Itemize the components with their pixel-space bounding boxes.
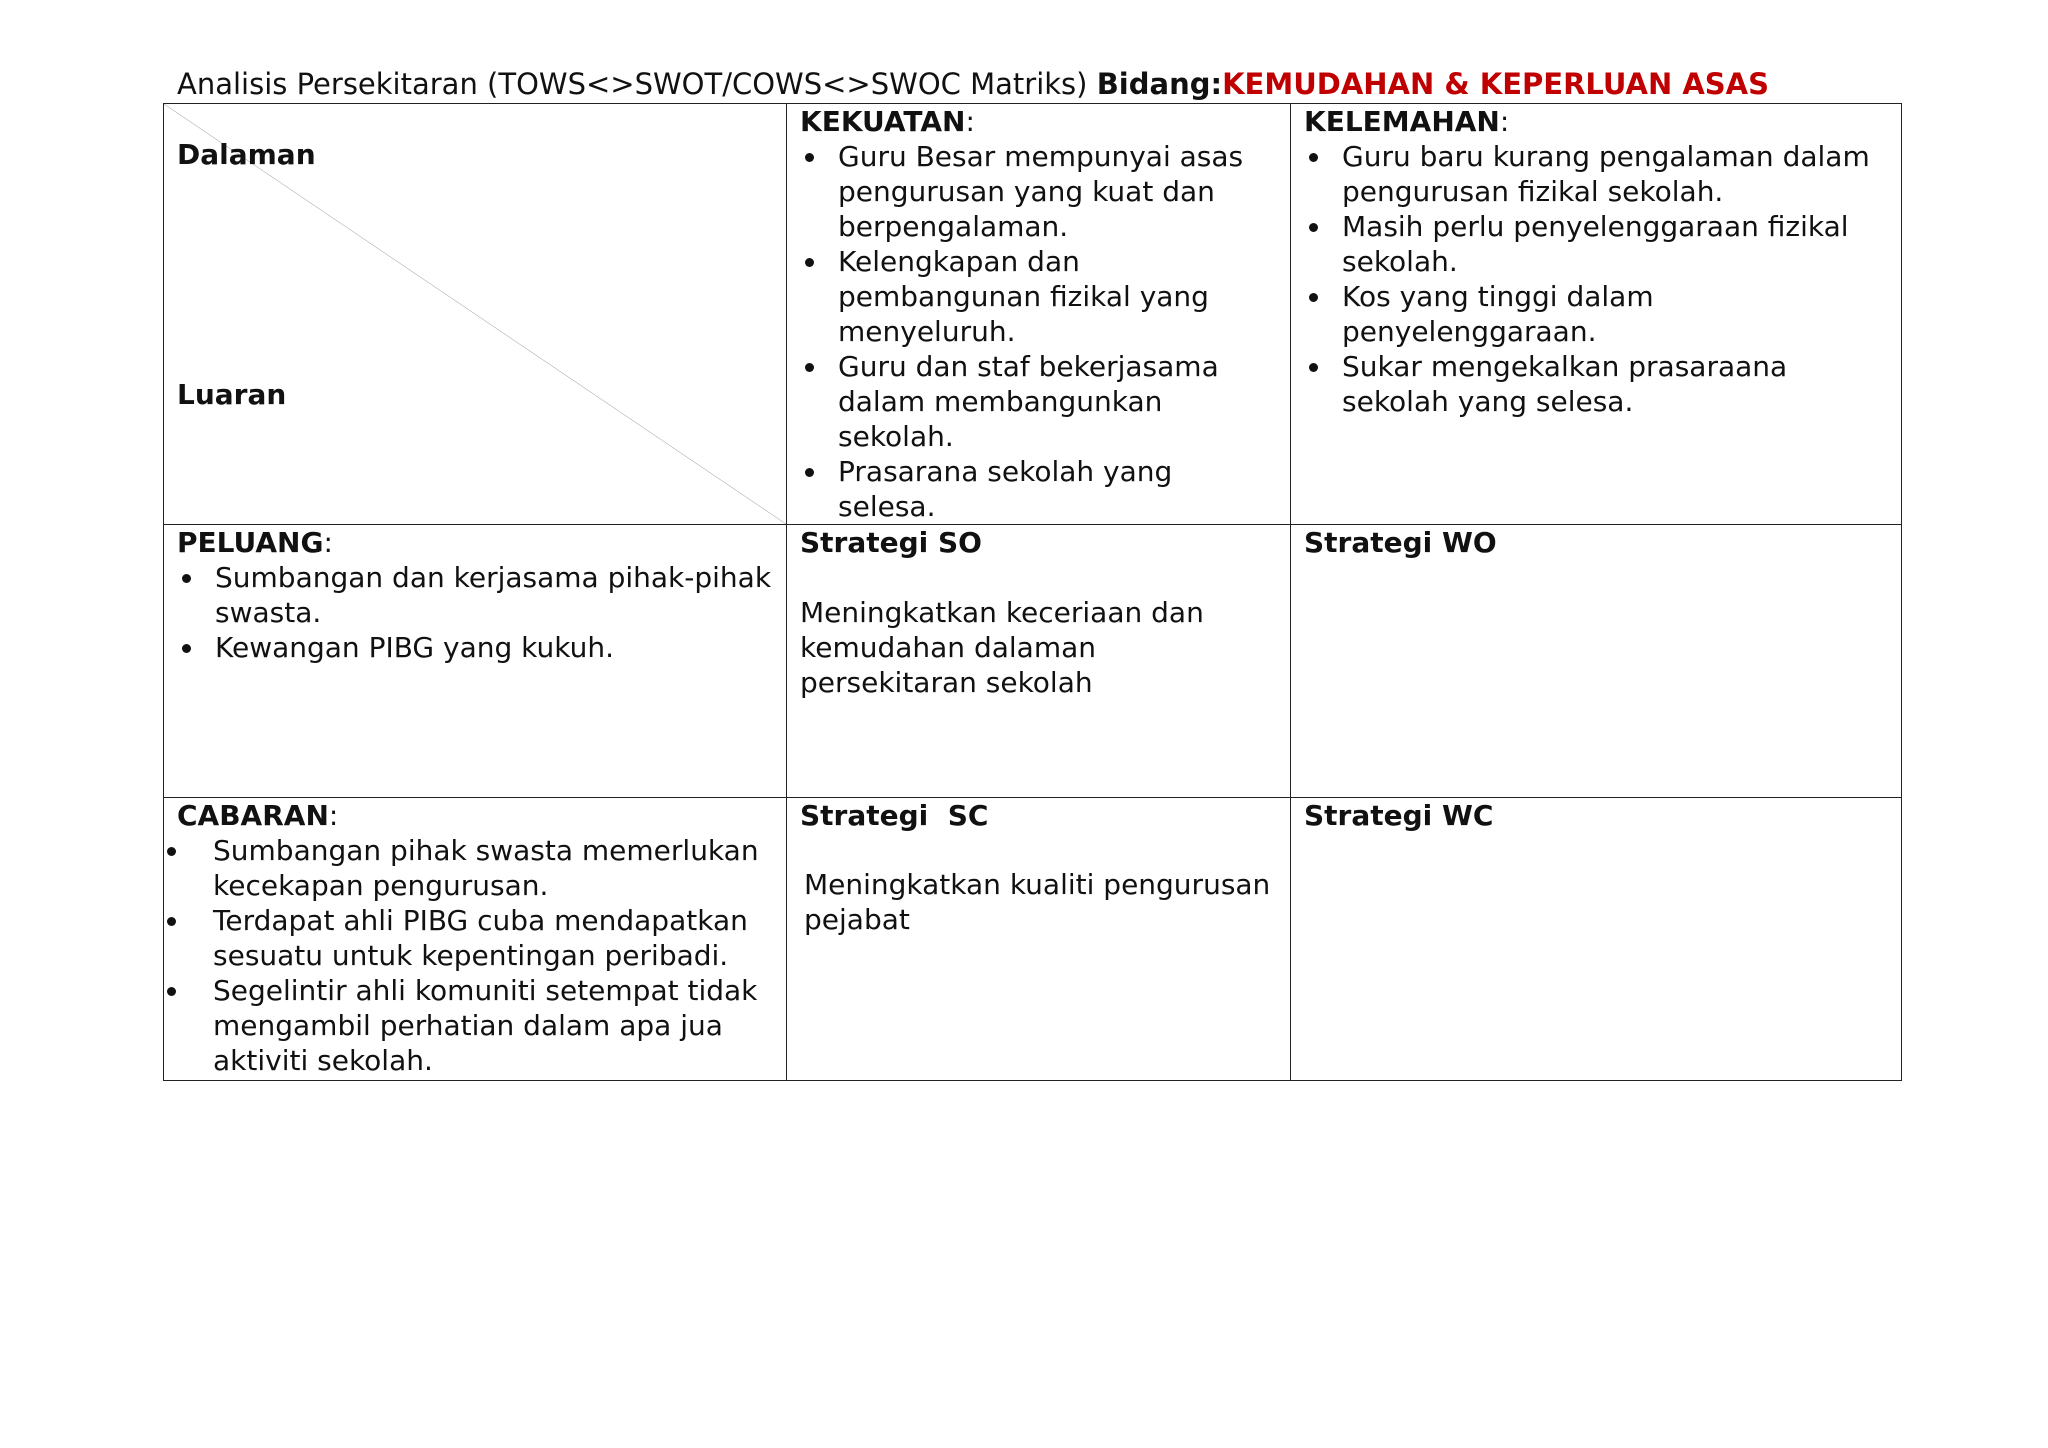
list-item: Sukar mengekalkan prasaraana sekolah yang selesa. [1304, 349, 1889, 419]
strategi-wo-cell [1291, 525, 1902, 798]
list-item: Segelintir ahli komuniti setempat tidak mengambil perhatian dalam apa jua aktiviti sekolah. [177, 973, 774, 1078]
list-item: Sumbangan dan kerjasama pihak-pihak swasta. [177, 560, 774, 630]
bullet-icon [1309, 153, 1318, 162]
bullet-icon [1309, 363, 1318, 372]
strategi-so-cell [787, 525, 1291, 798]
strategi-wo-heading: Strategi WO [1304, 526, 1497, 559]
list-item: Guru baru kurang pengalaman dalam pengurusan fizikal sekolah. [1304, 139, 1889, 209]
list-item: Masih perlu penyelenggaraan fizikal sekolah. [1304, 209, 1889, 279]
cabaran-list [177, 833, 774, 1078]
corner-label-dalaman: Dalaman [177, 138, 316, 171]
peluang-list [177, 560, 774, 665]
strategi-wc-cell [1291, 798, 1902, 1081]
strategi-sc-body: Meningkatkan kualiti pengurusan pejabat [804, 868, 1271, 936]
cabaran-heading: CABARAN: [177, 799, 339, 832]
peluang-cell [164, 525, 787, 798]
bullet-icon [1309, 293, 1318, 302]
strategi-sc-cell [787, 798, 1291, 1081]
bullet-icon [182, 644, 191, 653]
bullet-icon [167, 987, 176, 996]
kelemahan-list [1304, 139, 1889, 419]
bullet-icon [805, 363, 814, 372]
kelemahan-cell [1291, 104, 1902, 525]
kekuatan-cell [787, 104, 1291, 525]
title-area: KEMUDAHAN & KEPERLUAN ASAS [1222, 67, 1769, 101]
strategi-sc-heading: Strategi SC [800, 799, 989, 832]
kekuatan-list [800, 139, 1278, 524]
table-row-header [164, 104, 1902, 525]
list-item: Kewangan PIBG yang kukuh. [177, 630, 774, 665]
bullet-icon [805, 153, 814, 162]
kekuatan-heading: KEKUATAN: [800, 105, 975, 138]
tows-matrix-table [163, 103, 1902, 1081]
list-item: Prasarana sekolah yang selesa. [800, 454, 1278, 524]
table-row-cabaran [164, 798, 1902, 1081]
table-row-peluang [164, 525, 1902, 798]
list-item: Guru Besar mempunyai asas pengurusan yang kuat dan berpengalaman. [800, 139, 1278, 244]
strategi-so-heading: Strategi SO [800, 526, 982, 559]
strategi-so-body: Meningkatkan keceriaan dan kemudahan dalaman persekitaran sekolah [800, 596, 1204, 699]
title-label: Bidang: [1096, 67, 1223, 101]
list-item: Sumbangan pihak swasta memerlukan kecekapan pengurusan. [177, 833, 774, 903]
bullet-icon [182, 574, 191, 583]
bullet-icon [805, 468, 814, 477]
corner-label-luaran: Luaran [177, 378, 287, 411]
bullet-icon [167, 847, 176, 856]
page-title [177, 66, 1769, 102]
list-item: Kelengkapan dan pembangunan fizikal yang menyeluruh. [800, 244, 1278, 349]
list-item: Guru dan staf bekerjasama dalam membangunkan sekolah. [800, 349, 1278, 454]
peluang-heading: PELUANG: [177, 526, 333, 559]
kelemahan-heading: KELEMAHAN: [1304, 105, 1510, 138]
cabaran-cell [164, 798, 787, 1081]
corner-cell [164, 104, 787, 525]
strategi-wc-heading: Strategi WC [1304, 799, 1494, 832]
bullet-icon [805, 258, 814, 267]
bullet-icon [1309, 223, 1318, 232]
list-item: Kos yang tinggi dalam penyelenggaraan. [1304, 279, 1889, 349]
title-prefix: Analisis Persekitaran (TOWS<>SWOT/COWS<>SWOC Matriks) [177, 67, 1097, 101]
list-item: Terdapat ahli PIBG cuba mendapatkan sesuatu untuk kepentingan peribadi. [177, 903, 774, 973]
bullet-icon [167, 917, 176, 926]
